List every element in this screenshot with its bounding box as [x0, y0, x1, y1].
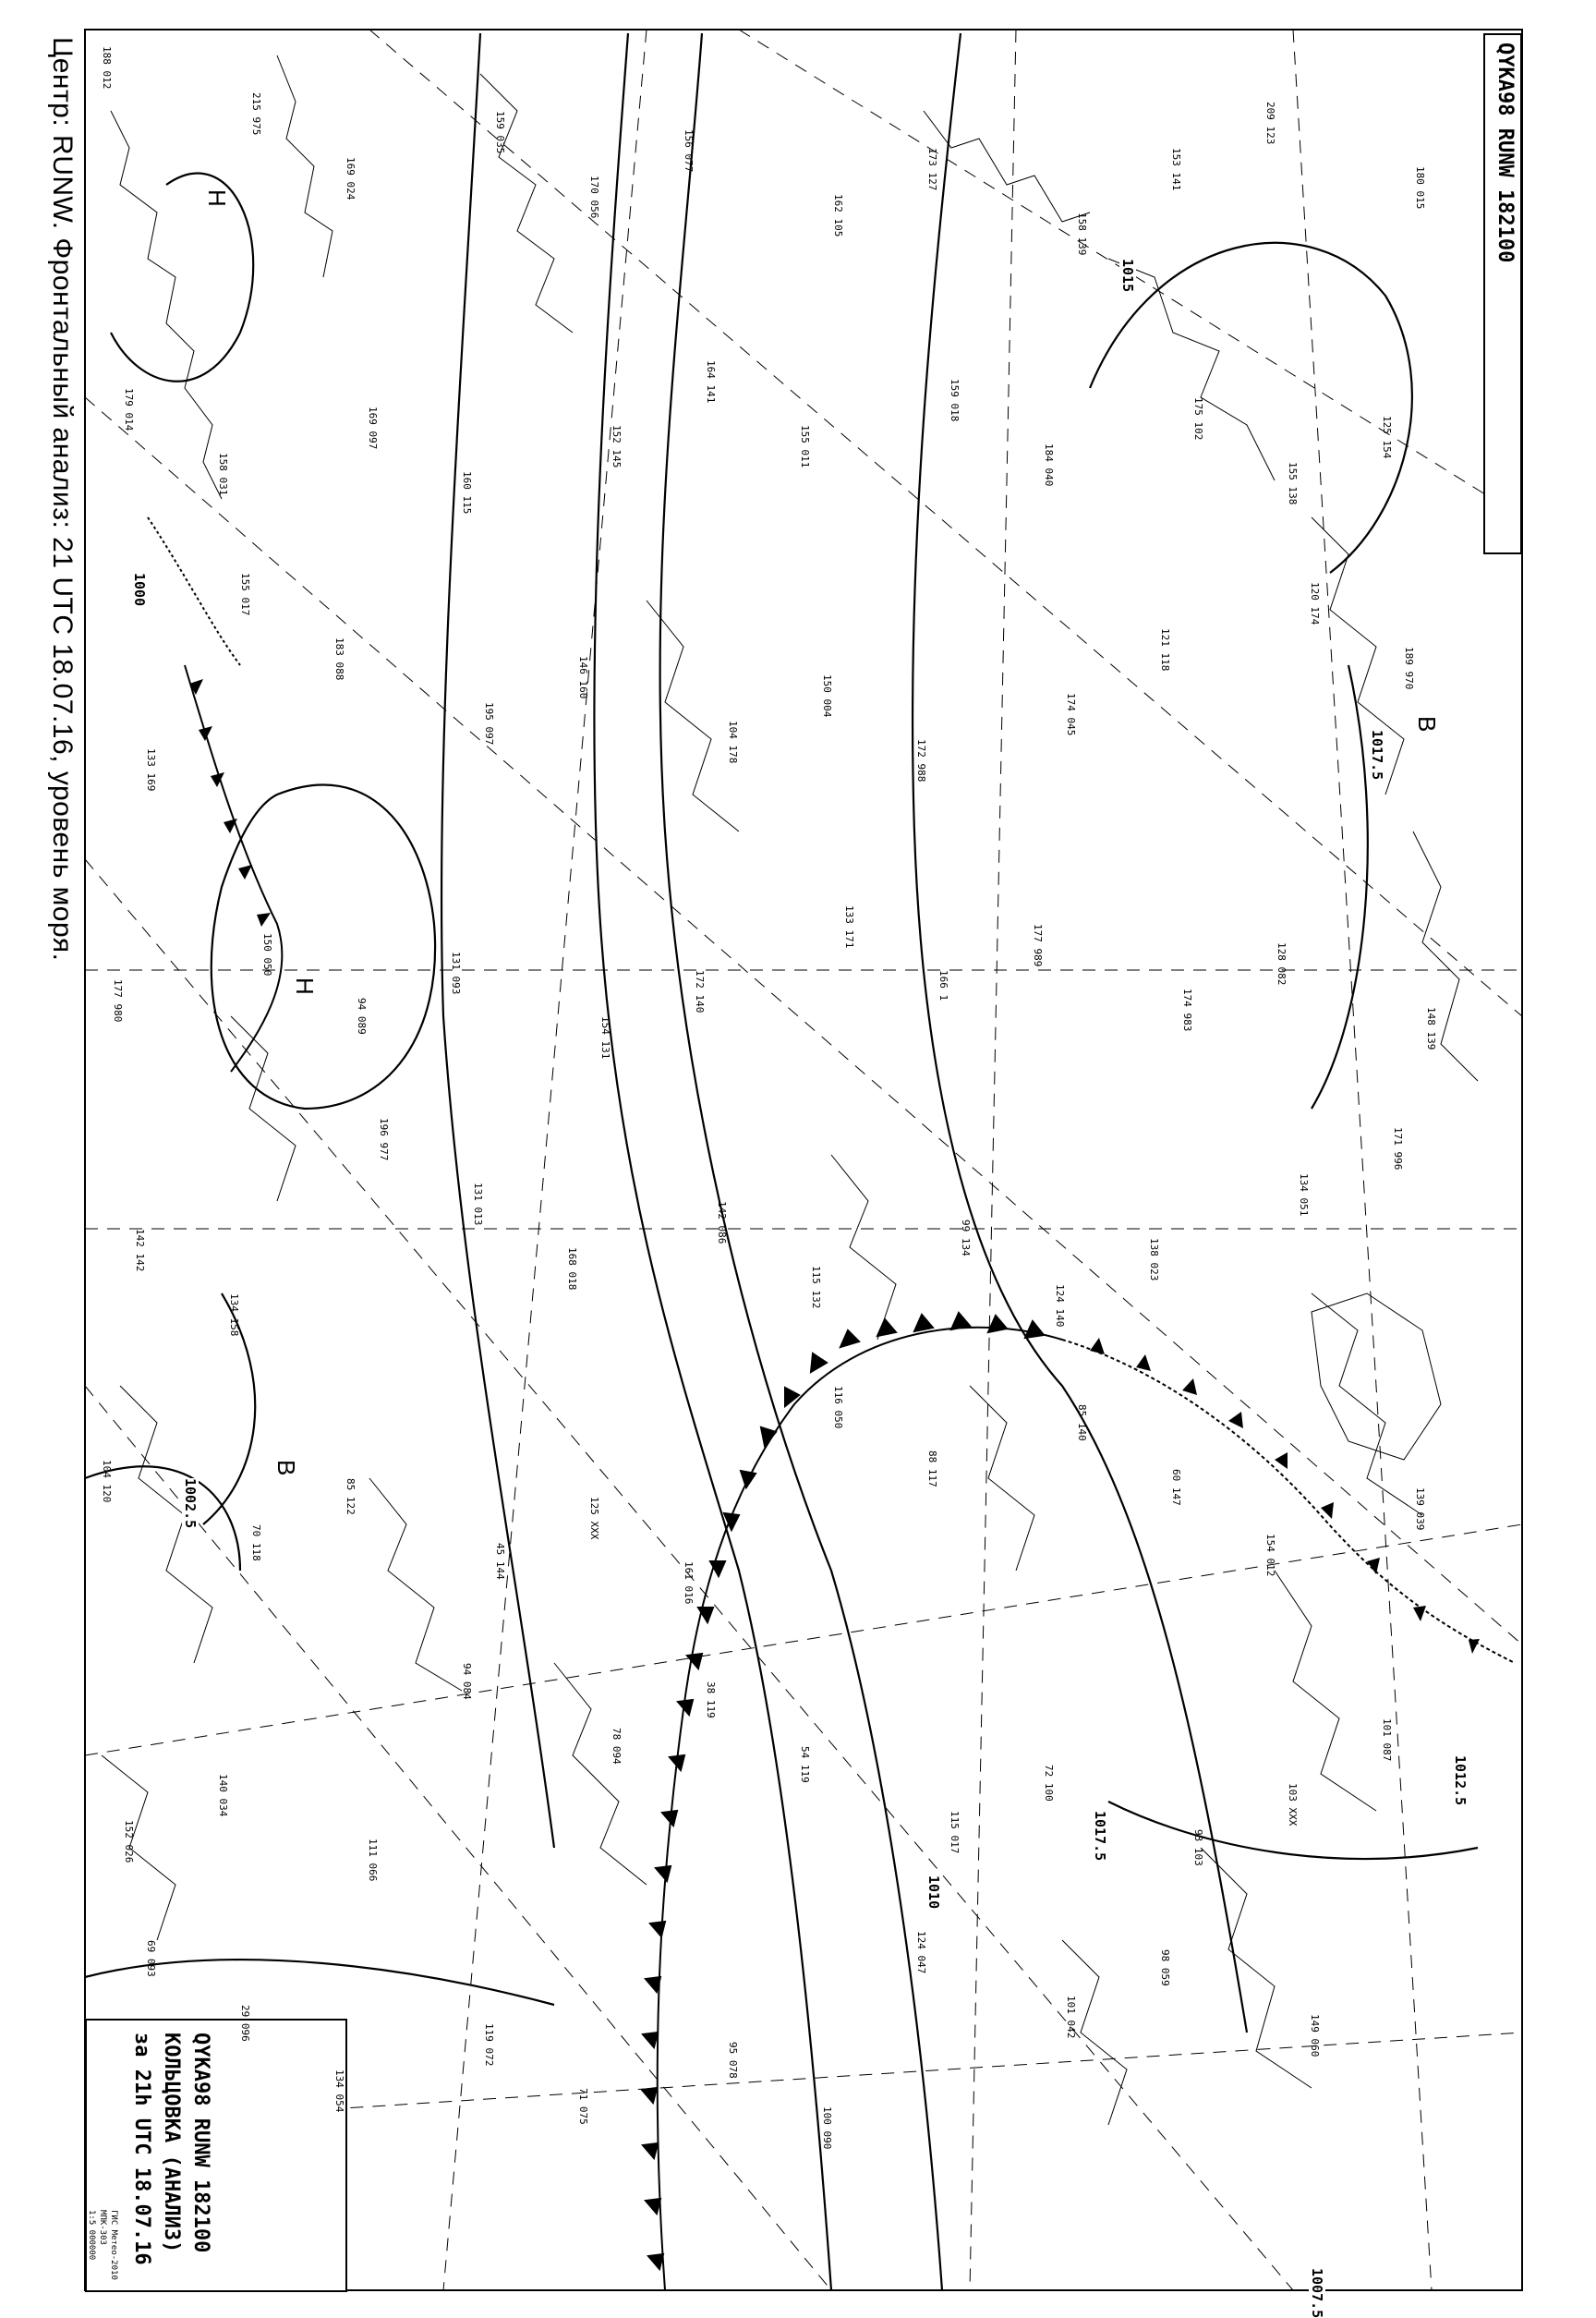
station-plot: 150 004 — [821, 674, 833, 718]
station-plot: 162 105 — [832, 194, 844, 237]
station-plot: 152 026 — [123, 1820, 135, 1863]
station-plot: 155 138 — [1287, 462, 1299, 505]
station-plot: 94 089 — [356, 998, 368, 1035]
station-plot: 98 059 — [1159, 1949, 1171, 1986]
station-plot: 101 087 — [1381, 1718, 1393, 1762]
station-plot: 94 084 — [461, 1663, 473, 1700]
station-plot: 195 097 — [483, 702, 495, 746]
station-plot: 125 XXX — [588, 1497, 600, 1540]
station-plot: 88 117 — [926, 1450, 938, 1487]
station-plot: 120 174 — [1309, 582, 1321, 625]
stamp-meta-2: MПK-303 — [98, 2210, 107, 2245]
station-plot: 169 024 — [345, 157, 357, 200]
stamp-title: КОЛЬЦОВКА (АНАЛИЗ) — [160, 2033, 183, 2253]
station-plot: 184 040 — [1043, 443, 1055, 487]
stamp-meta-1: ГИС Метео-2010 — [109, 2210, 118, 2280]
station-plot: 154 012 — [1264, 1534, 1276, 1577]
map-title: Центр: RUNW. Фронтальный анализ: 21 UTC 18.07.16, уровень моря. — [47, 37, 78, 962]
isobar-label: 1012.5 — [1452, 1755, 1469, 1806]
station-plot: 69 093 — [145, 1940, 157, 1977]
station-plot: 172 140 — [694, 970, 706, 1013]
station-plot: 156 077 — [683, 129, 695, 173]
station-plot: 158 031 — [217, 453, 229, 496]
station-plot: 139 039 — [1414, 1487, 1426, 1531]
station-plot: 131 013 — [472, 1183, 484, 1226]
station-plot: 166 1 — [937, 970, 949, 1001]
isobar-label: 1002.5 — [182, 1478, 199, 1529]
station-plot: 174 045 — [1065, 693, 1077, 736]
station-plot: 170 056 — [588, 176, 600, 219]
station-plot: 71 075 — [577, 2088, 589, 2125]
station-plot: 133 169 — [145, 748, 157, 792]
pressure-center-label: В — [272, 1460, 300, 1476]
header-code: QYKA98 RUNW 182100 — [1493, 42, 1517, 263]
station-plot: 60 147 — [1170, 1469, 1182, 1506]
station-plot: 174 983 — [1181, 989, 1193, 1032]
station-plot: 209 123 — [1264, 102, 1276, 145]
station-plot: 93 103 — [1192, 1829, 1204, 1866]
station-plot: 111 066 — [367, 1839, 379, 1882]
station-plot: 183 088 — [333, 637, 345, 681]
isobar-label: 1007.5 — [1309, 2268, 1325, 2318]
station-plot: 45 144 — [494, 1543, 506, 1580]
station-plot: 164 141 — [705, 360, 717, 404]
station-plot: 29 096 — [239, 2005, 251, 2042]
station-plot: 149 060 — [1309, 2014, 1321, 2057]
isobar-label: 1015 — [1119, 259, 1136, 293]
station-plot: 85 122 — [345, 1478, 357, 1515]
station-plot: 103 XXX — [1287, 1783, 1299, 1826]
station-plot: 134 051 — [1298, 1173, 1310, 1217]
station-plot: 134 054 — [333, 2069, 345, 2113]
station-plot: 116 050 — [832, 1386, 844, 1429]
station-plot: 150 050 — [261, 933, 273, 977]
isobar-label: 1010 — [925, 1875, 942, 1910]
isobar-label: 1017.5 — [1369, 730, 1385, 781]
station-plot: 134 158 — [228, 1293, 240, 1337]
stamp-code: QYKA98 RUNW 182100 — [189, 2033, 212, 2253]
station-plot: 179 014 — [123, 388, 135, 431]
station-plot: 125 154 — [1381, 416, 1393, 459]
station-plot: 177 980 — [112, 979, 124, 1023]
station-plot: 101 042 — [1065, 1996, 1077, 2039]
station-plot: 54 119 — [799, 1746, 811, 1783]
station-plot: 115 132 — [810, 1266, 822, 1309]
station-plot: 142 142 — [134, 1229, 146, 1272]
station-plot: 215 975 — [250, 92, 262, 136]
station-plot: 171 996 — [1392, 1127, 1404, 1171]
station-plot: 131 093 — [450, 952, 462, 995]
station-plot: 104 178 — [727, 721, 739, 764]
station-plot: 124 140 — [1054, 1284, 1066, 1328]
station-plot: 177 989 — [1032, 924, 1044, 967]
station-plot: 153 141 — [1170, 148, 1182, 191]
station-plot: 38 119 — [705, 1681, 717, 1718]
station-plot: 154 131 — [599, 1016, 611, 1060]
station-plot: 95 078 — [727, 2042, 739, 2079]
pressure-center-label: Н — [291, 977, 319, 995]
station-plot: 159 035 — [494, 111, 506, 154]
pressure-center-label: Н — [203, 189, 231, 207]
station-plot: 99 134 — [960, 1220, 972, 1256]
station-plot: 172 988 — [915, 739, 927, 783]
stamp-box — [85, 2019, 347, 2292]
station-plot: 152 145 — [611, 425, 623, 468]
station-plot: 146 160 — [577, 656, 589, 699]
station-plot: 85 140 — [1076, 1404, 1088, 1441]
station-plot: 173 127 — [926, 148, 938, 191]
station-plot: 168 018 — [566, 1247, 578, 1291]
station-plot: 189 970 — [1403, 647, 1415, 690]
station-plot: 128 082 — [1276, 942, 1288, 986]
station-plot: 100 090 — [821, 2106, 833, 2150]
station-plot: 138 023 — [1148, 1238, 1160, 1281]
station-plot: 155 017 — [239, 573, 251, 616]
station-plot: 133 171 — [843, 905, 855, 949]
pressure-center-label: В — [1413, 716, 1441, 733]
station-plot: 121 118 — [1159, 628, 1171, 672]
isobar-label: 1017.5 — [1092, 1811, 1108, 1862]
isobar-label: 1000 — [131, 573, 148, 607]
station-plot: 196 977 — [378, 1118, 390, 1161]
station-plot: 115 017 — [949, 1811, 961, 1854]
station-plot: 169 097 — [367, 407, 379, 450]
stamp-date: за 21h UTC 18.07.16 — [130, 2033, 153, 2265]
station-plot: 161 016 — [683, 1561, 695, 1605]
station-plot: 188 012 — [101, 46, 113, 90]
station-plot: 70 118 — [250, 1524, 262, 1561]
station-plot: 142 086 — [716, 1201, 728, 1244]
station-plot: 124 047 — [915, 1931, 927, 1974]
station-plot: 180 015 — [1414, 166, 1426, 210]
station-plot: 155 011 — [799, 425, 811, 468]
station-plot: 119 072 — [483, 2023, 495, 2067]
station-plot: 148 139 — [1425, 1007, 1437, 1050]
station-plot: 160 115 — [461, 471, 473, 515]
station-plot: 158 139 — [1076, 212, 1088, 256]
station-plot: 159 018 — [949, 379, 961, 422]
station-plot: 78 094 — [611, 1728, 623, 1765]
station-plot: 72 100 — [1043, 1765, 1055, 1802]
stamp-meta-3: 1:5 000000 — [87, 2210, 96, 2261]
station-plot: 175 102 — [1192, 397, 1204, 441]
station-plot: 140 034 — [217, 1774, 229, 1817]
station-plot: 104 120 — [101, 1460, 113, 1503]
